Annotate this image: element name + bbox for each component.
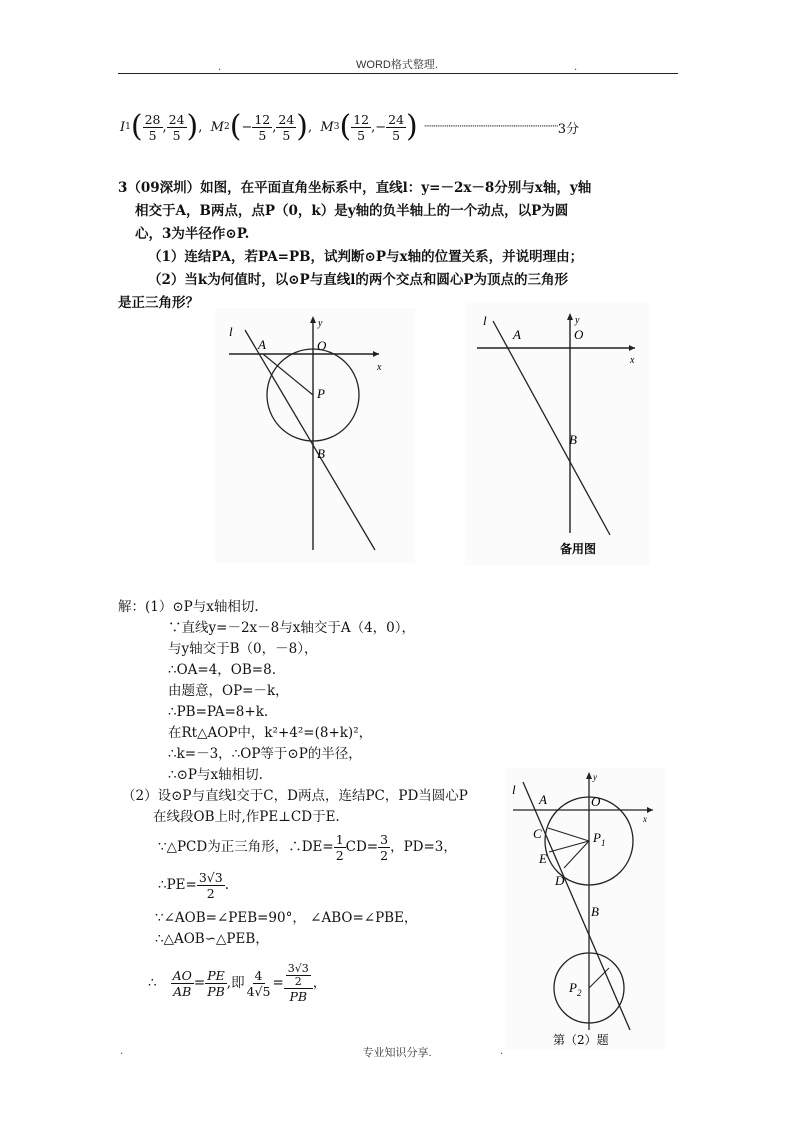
solution-line-2: ∵直线y=－2x－8与x轴交于A（4，0），: [168, 620, 416, 636]
fig2-label-B: B: [569, 432, 577, 447]
fig2-label-y: y: [575, 315, 580, 326]
problem-line-2: 相交于A，B两点，点P（0，k）是y轴的负半轴上的一个动点，以P为圆: [135, 203, 569, 219]
solution-line-11: 在线段OB上时,作PE⊥CD于E.: [153, 809, 340, 825]
m2-y-fraction: $\frac{24}{5}$: [278, 111, 295, 143]
fig1-label-P: P: [317, 386, 325, 401]
fig3-label-A: A: [539, 792, 547, 807]
m2-subscript: 2: [223, 122, 230, 132]
pe-pb-fraction: $\frac{PE}{PB}$: [207, 967, 225, 999]
fig2-label-A: A: [513, 327, 521, 342]
problem-line-3: 心，3为半径作⊙P.: [135, 226, 250, 242]
fig3-label-E: E: [539, 851, 547, 866]
fig1-label-O: O: [317, 338, 327, 353]
figure-1: [215, 308, 415, 563]
footer-dot-right: .: [500, 1046, 504, 1057]
figure-2: [465, 303, 650, 565]
problem-line-1: 3（09深圳）如图，在平面直角坐标系中，直线l：y=－2x－8分别与x轴，y轴: [118, 180, 592, 196]
solution-line-10: （2）设⊙P与直线l交于C，D两点，连结PC，PD当圆心P: [122, 788, 468, 804]
solution-line-9: ∴⊙P与x轴相切.: [168, 767, 263, 783]
solution-line-3: 与y轴交于B（0，－8），: [168, 641, 318, 657]
question-1: （1）连结PA，若PA=PB，试判断⊙P与x轴的位置关系，并说明理由；: [148, 249, 584, 265]
solution-line-6: ∴PB=PA=8+k.: [168, 704, 269, 720]
fig3-label-O: O: [591, 794, 601, 809]
fig1-label-y: y: [318, 318, 323, 329]
question-2a: （2）当k为何值时，以⊙P与直线l的两个交点和圆心P为顶点的三角形: [148, 272, 568, 288]
footer-dot-left: .: [120, 1046, 124, 1057]
m3-label: M: [320, 119, 334, 135]
paren-open: (: [130, 109, 143, 144]
fig1-label-A: A: [258, 337, 266, 352]
three-halves-fraction: $\frac{3}{2}$: [380, 831, 389, 863]
fig2-caption: 备用图: [560, 542, 597, 556]
solution-line-8: ∴k=－3，∴OP等于⊙P的半径，: [168, 746, 362, 762]
m3-subscript: 3: [333, 122, 340, 132]
fig1-label-x: x: [377, 362, 382, 373]
fig2-label-l: l: [483, 313, 487, 328]
fig3-label-D: D: [555, 873, 565, 888]
m1-label: I: [120, 119, 126, 135]
fig3-label-C: C: [533, 826, 542, 841]
header-dot-left: .: [218, 62, 222, 73]
fig3-label-l: l: [512, 782, 516, 797]
page-footer: 专业知识分享.: [362, 1047, 432, 1059]
header-dot-right: .: [574, 62, 578, 73]
four-fraction: $\frac{4}{4√5}$: [246, 967, 271, 999]
coordinates-line: I 1 ( $\frac{28}{5}$ , $\frac{24}{5}$ ) , M 2 ( − $\frac{12}{5}$ , $\frac{24}{5}$ ) , M 3 ( $\frac{12}{5}$ ,− $\frac{24}{5}$ ) ········································································ 3分: [120, 109, 580, 144]
figure-3: [505, 768, 665, 1050]
pe-fraction: $\frac{3√3}{2}$: [198, 869, 223, 901]
m2-x-fraction: $\frac{12}{5}$: [254, 111, 271, 143]
solution-line-4: ∴OA=4，OB=8.: [168, 662, 276, 678]
fig3-label-y: y: [593, 772, 597, 782]
paren-close: ): [186, 109, 199, 144]
solution-line-13: ∴PE= $\frac{3√3}{2}$ .: [158, 869, 230, 901]
fig3-caption: 第（2）题: [553, 1033, 609, 1047]
dot-leader: ········································································: [423, 122, 558, 132]
fig1-label-B: B: [317, 446, 325, 461]
header-rule: [118, 73, 678, 74]
fig3-label-P2: $P_2$: [569, 980, 582, 998]
m1-x-fraction: $\frac{28}{5}$: [144, 111, 161, 143]
fig3-label-x: x: [643, 814, 647, 824]
fig2-label-O: O: [574, 327, 584, 342]
question-2b: 是正三角形？: [118, 295, 199, 311]
solution-line-15: ∴△AOB∽△PEB，: [155, 931, 269, 947]
solution-line-5: 由题意，OP=－k，: [168, 683, 289, 699]
score-label: 3分: [557, 121, 580, 137]
solution-line-1: 解：(1）⊙P与x轴相切.: [118, 599, 259, 615]
half-fraction: $\frac{1}{2}$: [335, 831, 344, 863]
solution-line-7: 在Rt△AOP中，k²+4²=(8+k)²，: [168, 725, 373, 741]
m2-label: M: [210, 119, 224, 135]
fig3-label-B: B: [591, 904, 599, 919]
m1-subscript: 1: [125, 122, 131, 132]
solution-line-12: ∵△PCD为正三角形，∴DE= $\frac{1}{2}$ CD= $\frac{3}{2}$ ，PD=3，: [158, 831, 457, 863]
page-header: WORD格式整理.: [356, 59, 438, 71]
fig3-label-P1: $P_1$: [593, 830, 606, 848]
nested-fraction: $\frac{\frac{3√3}{2}}{PB}$: [284, 963, 313, 1004]
ao-ab-fraction: $\frac{AO}{AB}$: [172, 967, 192, 999]
fig1-label-l: l: [229, 324, 233, 339]
m1-y-fraction: $\frac{24}{5}$: [168, 111, 185, 143]
solution-line-16: ∴ $\frac{AO}{AB}$ = $\frac{PE}{PB}$ ,即 $\frac{4}{4√5}$ = $\frac{\frac{3√3}{2}}{PB}$ ，: [148, 961, 327, 1004]
fig2-label-x: x: [630, 355, 635, 366]
m3-x-fraction: $\frac{12}{5}$: [353, 111, 370, 143]
m3-y-fraction: $\frac{24}{5}$: [388, 111, 405, 143]
solution-line-14: ∵∠AOB=∠PEB=90°， ∠ABO=∠PBE，: [155, 910, 418, 926]
